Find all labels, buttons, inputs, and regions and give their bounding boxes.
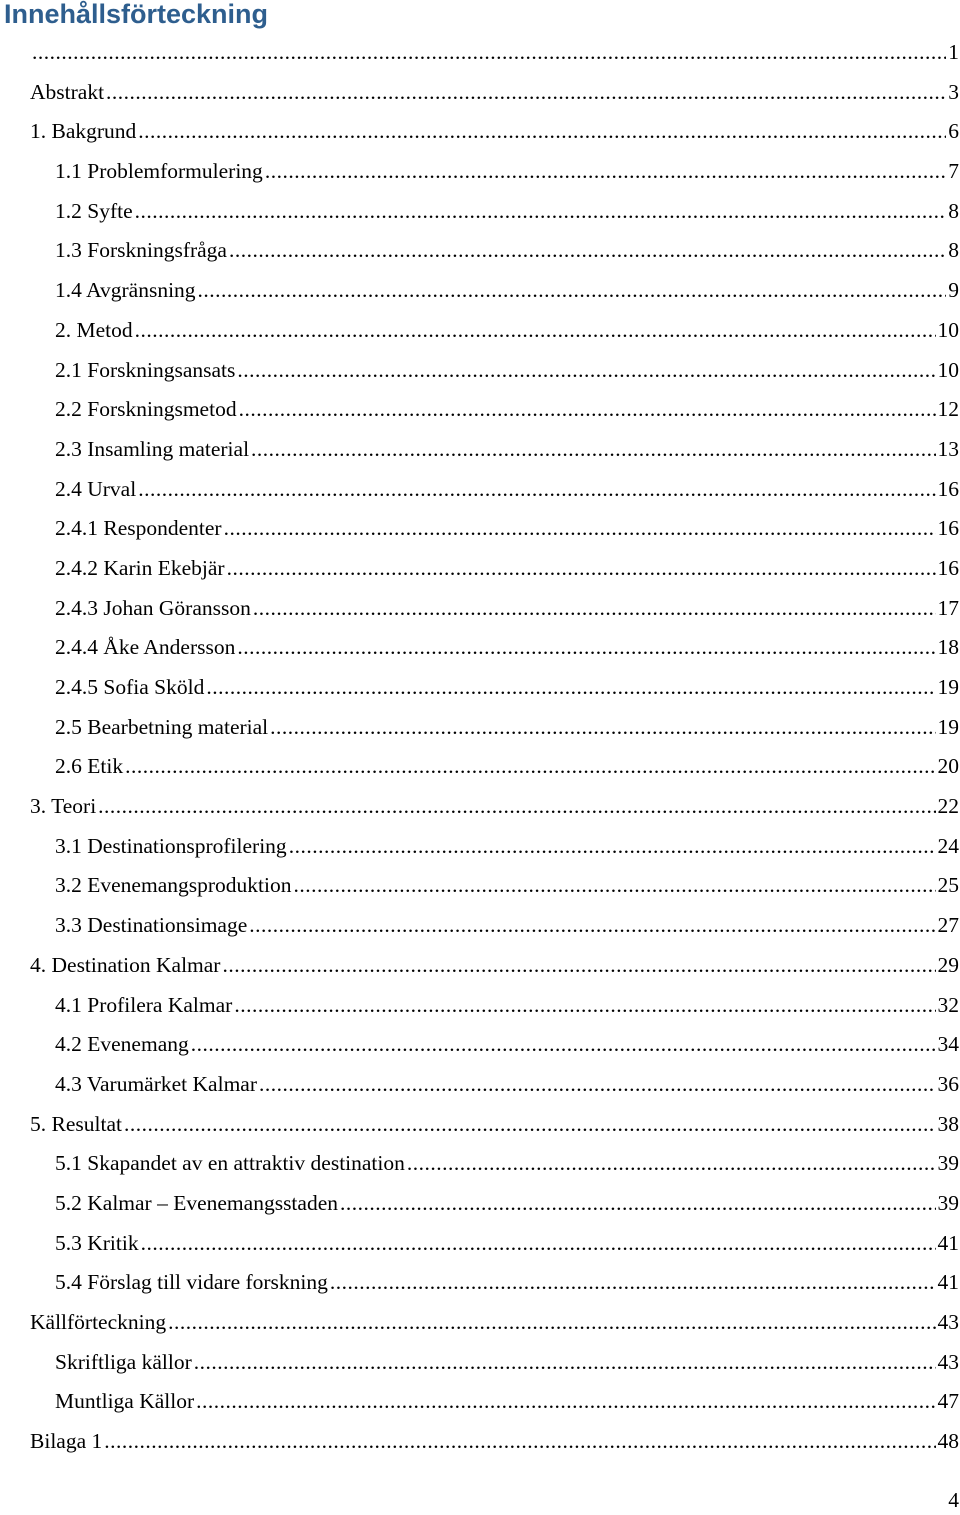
- toc-entry[interactable]: [0, 986, 960, 1026]
- toc-entry-page: 7: [948, 159, 959, 184]
- toc-entry-page: 48: [937, 1429, 959, 1454]
- toc-entry-page: 8: [948, 198, 959, 223]
- toc-dot-leader: [198, 271, 947, 311]
- toc-entry-title: 4.2 Evenemang: [55, 1032, 189, 1057]
- toc-entry-title: 1.4 Avgränsning: [55, 278, 196, 303]
- toc-entry[interactable]: [0, 192, 960, 232]
- toc-entry[interactable]: [0, 1422, 960, 1462]
- toc-entry[interactable]: [0, 1144, 960, 1184]
- toc-entry-title: 2.2 Forskningsmetod: [55, 397, 237, 422]
- toc-entry-title: 2.4.1 Respondenter: [55, 516, 222, 541]
- toc-entry[interactable]: [0, 628, 960, 668]
- toc-entry[interactable]: [0, 311, 960, 351]
- toc-entry-title: 5.1 Skapandet av en attraktiv destination: [55, 1151, 405, 1176]
- toc-entry-title: 3.3 Destinationsimage: [55, 913, 248, 938]
- toc-entry-page: 10: [937, 317, 959, 342]
- toc-entry-page: 39: [937, 1151, 959, 1176]
- toc-entry-title: 4.1 Profilera Kalmar: [55, 992, 233, 1017]
- toc-entry-title: 2.4.2 Karin Ekebjär: [55, 555, 225, 580]
- toc-entry-title: Bilaga 1: [30, 1429, 103, 1454]
- toc-entry[interactable]: [0, 1065, 960, 1105]
- toc-entry-title: 1.2 Syfte: [55, 198, 133, 223]
- toc-entry[interactable]: [0, 866, 960, 906]
- toc-entry-page: 17: [937, 595, 959, 620]
- toc-entry-page: 19: [937, 714, 959, 739]
- toc-entry-title: 2.1 Forskningsansats: [55, 357, 236, 382]
- toc-entry-page: 36: [937, 1071, 959, 1096]
- toc-entry-page: 34: [937, 1032, 959, 1057]
- toc-entry-title: 4. Destination Kalmar: [30, 952, 221, 977]
- toc-dot-leader: [191, 1025, 936, 1065]
- toc-entry[interactable]: [0, 906, 960, 946]
- toc-entry[interactable]: [0, 351, 960, 391]
- toc-dot-leader: [253, 589, 936, 629]
- toc-entry-page: 1: [948, 40, 959, 64]
- toc-entry-page: 43: [937, 1310, 959, 1334]
- toc-entry[interactable]: [0, 1382, 960, 1422]
- toc-dot-leader: [104, 1422, 935, 1462]
- toc-entry-page: 43: [937, 1349, 959, 1374]
- toc-dot-leader: [265, 152, 946, 192]
- table-of-contents: [0, 33, 960, 1462]
- toc-entry-title: 2.3 Insamling material: [55, 436, 250, 461]
- toc-entry-page: 41: [937, 1270, 959, 1295]
- toc-entry[interactable]: [0, 1224, 960, 1264]
- toc-entry-page: 27: [937, 913, 959, 938]
- toc-entry-title: 5.4 Förslag till vidare forskning: [55, 1270, 328, 1295]
- toc-entry-page: 6: [948, 119, 959, 144]
- toc-dot-leader: [106, 73, 946, 113]
- toc-entry[interactable]: [0, 946, 960, 986]
- toc-dot-leader: [239, 390, 936, 430]
- toc-dot-leader: [237, 351, 935, 391]
- toc-entry-title: 2.4 Urval: [55, 476, 137, 501]
- page-number: 4: [948, 1488, 959, 1512]
- toc-entry-title: Muntliga Källor: [55, 1389, 195, 1414]
- toc-entry-title: 2.4.4 Åke Andersson: [55, 635, 236, 660]
- toc-dot-leader: [229, 231, 946, 271]
- toc-entry[interactable]: [0, 589, 960, 629]
- toc-entry[interactable]: [0, 112, 960, 152]
- toc-entry[interactable]: [0, 1343, 960, 1383]
- toc-dot-leader: [222, 946, 935, 986]
- toc-dot-leader: [125, 747, 935, 787]
- toc-dot-leader: [259, 1065, 936, 1105]
- toc-dot-leader: [270, 708, 935, 748]
- toc-dot-leader: [124, 1105, 936, 1145]
- toc-entry-page: 16: [937, 516, 959, 541]
- toc-entry[interactable]: [0, 73, 960, 113]
- toc-entry-title: 1. Bakgrund: [30, 119, 137, 144]
- toc-entry-title: 1.1 Problemformulering: [55, 159, 263, 184]
- toc-entry-page: 16: [937, 476, 959, 501]
- toc-dot-leader: [251, 430, 935, 470]
- toc-dot-leader: [98, 787, 935, 827]
- toc-entry-title: 2.4.5 Sofia Sköld: [55, 675, 205, 699]
- toc-entry[interactable]: [0, 231, 960, 271]
- toc-entry[interactable]: [0, 509, 960, 549]
- toc-entry-title: 5. Resultat: [30, 1111, 122, 1136]
- toc-entry-page: 41: [937, 1230, 959, 1255]
- toc-entry-title: 3.1 Destinationsprofilering: [55, 833, 287, 858]
- toc-entry-page: 9: [948, 278, 959, 303]
- toc-dot-leader: [237, 628, 935, 668]
- toc-entry-title: Källförteckning: [30, 1310, 167, 1334]
- toc-entry[interactable]: [0, 708, 960, 748]
- toc-dot-leader: [293, 866, 935, 906]
- toc-entry[interactable]: [0, 430, 960, 470]
- toc-entry[interactable]: [0, 668, 960, 708]
- toc-entry-title: 2.5 Bearbetning material: [55, 714, 269, 739]
- toc-dot-leader: [224, 509, 936, 549]
- toc-entry[interactable]: [0, 1105, 960, 1145]
- toc-entry-page: 47: [937, 1389, 959, 1414]
- toc-entry[interactable]: [0, 470, 960, 510]
- toc-entry-page: 19: [937, 675, 959, 699]
- toc-entry[interactable]: [0, 390, 960, 430]
- toc-entry[interactable]: [0, 1025, 960, 1065]
- toc-entry-page: 24: [937, 833, 959, 858]
- toc-entry[interactable]: [0, 549, 960, 589]
- toc-dot-leader: [141, 1224, 936, 1264]
- toc-entry[interactable]: [0, 271, 960, 311]
- toc-entry[interactable]: [0, 1263, 960, 1303]
- toc-dot-leader: [32, 33, 946, 73]
- toc-dot-leader: [206, 668, 935, 708]
- toc-dot-leader: [135, 311, 936, 351]
- toc-entry-page: 3: [948, 79, 959, 104]
- toc-entry-title: 1.3 Forskningsfråga: [55, 238, 227, 263]
- toc-dot-leader: [330, 1263, 936, 1303]
- toc-dot-leader: [234, 986, 935, 1026]
- toc-entry-page: 38: [937, 1111, 959, 1136]
- toc-entry-page: 18: [937, 635, 959, 660]
- toc-entry-page: 8: [948, 238, 959, 263]
- toc-entry[interactable]: [0, 787, 960, 827]
- toc-dot-leader: [135, 192, 947, 232]
- toc-entry-page: 32: [937, 992, 959, 1017]
- toc-dot-leader: [227, 549, 936, 589]
- toc-entry-title: 5.3 Kritik: [55, 1230, 139, 1255]
- toc-entry[interactable]: [0, 827, 960, 867]
- toc-entry-page: 39: [937, 1190, 959, 1215]
- toc-entry-title: 2. Metod: [55, 317, 133, 342]
- toc-entry-page: 29: [937, 952, 959, 977]
- toc-entry-title: 3.2 Evenemangsproduktion: [55, 873, 292, 898]
- toc-entry-page: 10: [937, 357, 959, 382]
- toc-dot-leader: [196, 1382, 935, 1422]
- toc-entry[interactable]: [0, 33, 960, 73]
- toc-dot-leader: [138, 470, 935, 510]
- toc-entry-title: 3. Teori: [30, 794, 97, 819]
- toc-entry-title: Abstrakt: [30, 79, 105, 104]
- toc-heading: Innehållsförteckning: [4, 0, 269, 29]
- toc-entry-title: 5.2 Kalmar – Evenemangsstaden: [55, 1190, 338, 1215]
- toc-entry-page: 12: [937, 397, 959, 422]
- toc-entry-title: 4.3 Varumärket Kalmar: [55, 1071, 257, 1096]
- toc-entry-page: 20: [937, 754, 959, 779]
- toc-dot-leader: [249, 906, 935, 946]
- toc-entry[interactable]: [0, 747, 960, 787]
- toc-entry[interactable]: [0, 152, 960, 192]
- toc-entry-title: 2.6 Etik: [55, 754, 124, 779]
- toc-dot-leader: [138, 112, 946, 152]
- toc-entry-page: 13: [937, 436, 959, 461]
- toc-dot-leader: [289, 827, 936, 867]
- toc-dot-leader: [407, 1144, 936, 1184]
- toc-entry-page: 16: [937, 555, 959, 580]
- toc-entry-page: 22: [937, 794, 959, 819]
- toc-dot-leader: [194, 1343, 936, 1383]
- toc-dot-leader: [340, 1184, 936, 1224]
- toc-entry-title: 2.4.3 Johan Göransson: [55, 595, 251, 620]
- toc-entry-page: 25: [937, 873, 959, 898]
- toc-entry[interactable]: [0, 1184, 960, 1224]
- toc-entry[interactable]: [0, 1303, 960, 1343]
- toc-dot-leader: [168, 1303, 935, 1343]
- toc-entry-title: Skriftliga källor: [55, 1349, 192, 1374]
